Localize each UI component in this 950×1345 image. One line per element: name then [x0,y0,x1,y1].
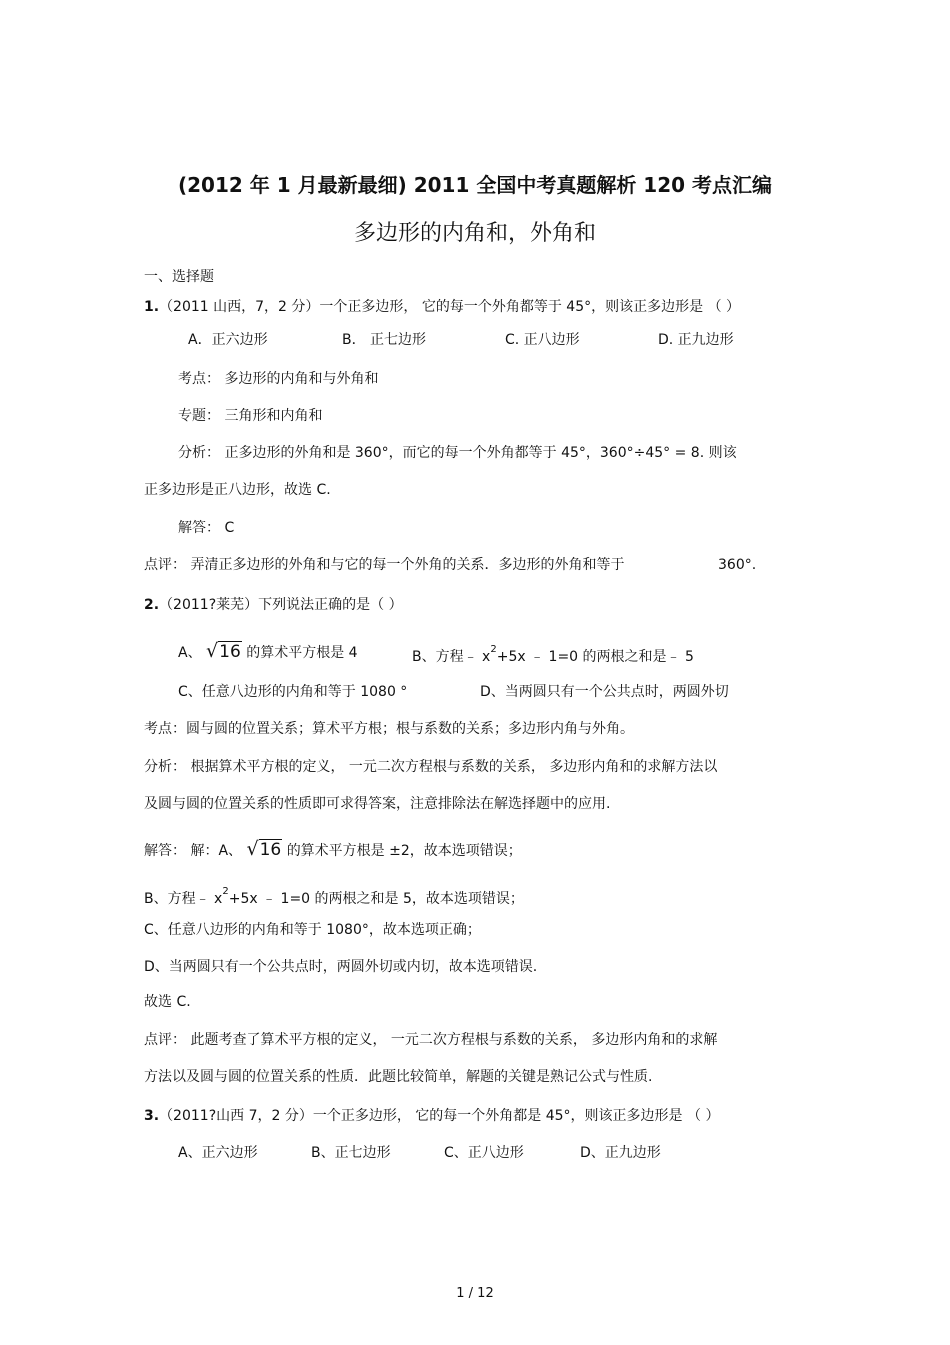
q3-option-a: A、正六边形 [178,1145,258,1161]
q2-answer: 故选 C. [144,994,191,1010]
q2-option-b [412,641,694,666]
q1-jieda: 解答： C [178,520,235,536]
q2-jieda-b [144,883,524,908]
q1-zhuanti: 专题： 三角形和内角和 [178,408,323,424]
exponent: 2 [222,886,229,897]
q2-stem-text: （2011?莱芜）下列说法正确的是（ ） [159,597,403,613]
radicand: 16 [259,840,282,860]
q2-option-a-text: 的算术平方根是 4 [246,645,358,661]
q2-dianping-line2: 方法以及圆与圆的位置关系的性质．此题比较简单，解题的关键是熟记公式与性质. [144,1069,653,1085]
document-title: (2012 年 1 月最新最细) 2011 全国中考真题解析 120 考点汇编 [177,173,772,197]
q1-dianping: 点评： 弄清正多边形的外角和与它的每一个外角的关系．多边形的外角和等于 [144,557,625,573]
radical-sign-icon: √ [206,640,219,662]
q2-jieda-b-text: +5x ﹣ 1=0 的两根之和是 5，故本选项错误； [228,891,524,907]
q3-stem [144,1107,719,1125]
radicand: 16 [219,642,241,662]
q2-jieda-prefix: 解答： 解：A、 [144,843,243,859]
q1-option-b: B． 正七边形 [342,332,427,348]
q1-dianping-value: 360°. [718,557,757,573]
q2-stem [144,596,403,614]
section-heading: 一、选择题 [144,269,214,285]
q2-kaodian: 考点：圆与圆的位置关系；算术平方根；根与系数的关系；多边形内角与外角。 [144,721,634,737]
q2-fenxi-line2: 及圆与圆的位置关系的性质即可求得答案，注意排除法在解选择题中的应用. [144,796,611,812]
sqrt-16-expression [206,641,242,662]
q2-jieda-d: D、当两圆只有一个公共点时，两圆外切或内切，故本选项错误. [144,959,538,975]
q2-option-a-prefix: A、 [178,645,202,661]
q1-stem-text: （2011 山西，7，2 分）一个正多边形， 它的每一个外角都等于 45°，则该正多边形是 （ ） [159,299,741,315]
q1-option-a: A．正六边形 [188,332,268,348]
sqrt-16-expression [246,839,282,860]
q3-number: 3. [144,1108,160,1124]
q1-fenxi-line1: 分析： 正多边形的外角和是 360°，而它的每一个外角都等于 45°，360°÷45° = 8. 则该 [178,445,737,461]
q2-jieda-text: 的算术平方根是 ±2，故本选项错误； [286,843,522,859]
q2-jieda-b-prefix: B、方程﹣ x [144,891,223,907]
q2-jieda-line1 [144,839,522,860]
q2-number: 2. [144,597,160,613]
exponent: 2 [490,644,497,655]
page-number: 1 / 12 [456,1286,494,1301]
q3-stem-text: （2011?山西 7，2 分）一个正多边形， 它的每一个外角都是 45°，则该正多边形是 （ ） [159,1108,720,1124]
q3-option-c: C、正八边形 [444,1145,524,1161]
q3-option-d: D、正九边形 [580,1145,661,1161]
q2-dianping-line1: 点评： 此题考查了算术平方根的定义， 一元二次方程根与系数的关系， 多边形内角和的求解 [144,1032,718,1048]
q2-option-a [178,641,358,662]
q1-option-d: D. 正九边形 [658,332,734,348]
q2-option-b-prefix: B、方程﹣ x [412,649,491,665]
q1-option-c: C. 正八边形 [505,332,580,348]
q1-number: 1. [144,299,160,315]
document-subtitle: 多边形的内角和，外角和 [353,221,596,246]
q2-option-c: C、任意八边形的内角和等于 1080 ° [178,684,408,700]
q2-jieda-c: C、任意八边形的内角和等于 1080°，故本选项正确； [144,922,481,938]
q2-option-d: D、当两圆只有一个公共点时，两圆外切 [480,684,729,700]
q2-fenxi-line1: 分析： 根据算术平方根的定义， 一元二次方程根与系数的关系， 多边形内角和的求解方法以 [144,759,718,775]
q3-option-b: B、正七边形 [311,1145,391,1161]
q1-kaodian: 考点： 多边形的内角和与外角和 [178,371,379,387]
radical-sign-icon: √ [246,838,259,860]
q2-option-b-text: +5x ﹣ 1=0 的两根之和是﹣ 5 [496,649,694,665]
q1-fenxi-line2: 正多边形是正八边形，故选 C. [144,482,331,498]
q1-stem [144,298,740,316]
